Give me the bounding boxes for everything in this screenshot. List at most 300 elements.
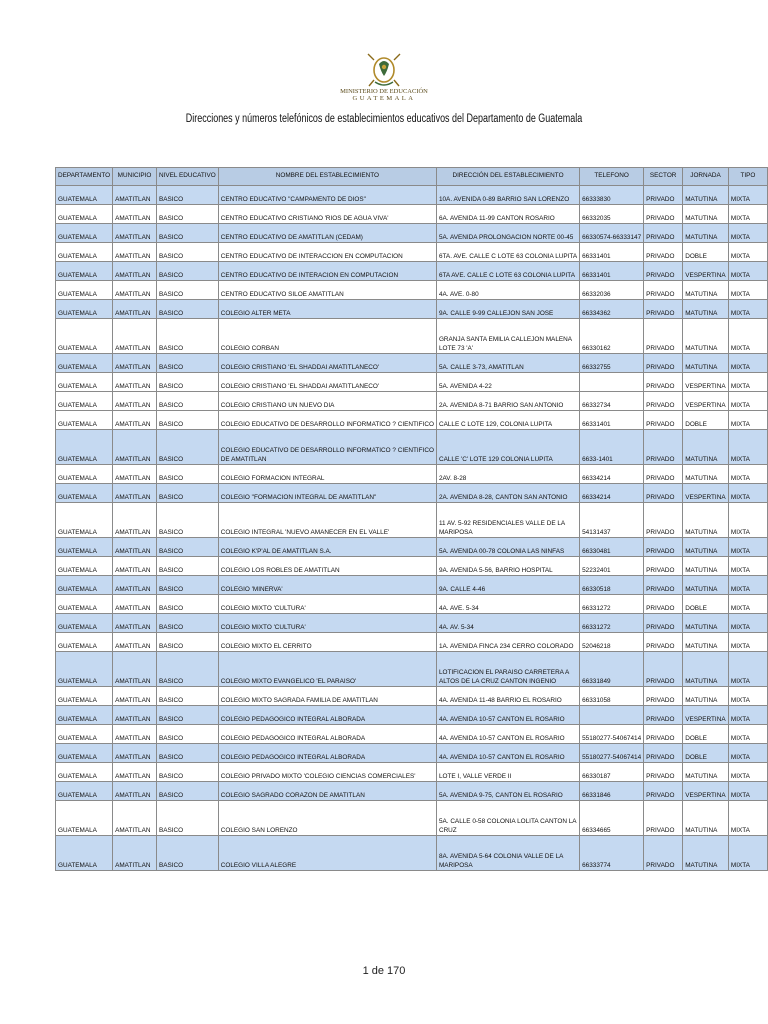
table-row — [56, 319, 768, 354]
table-cell: 5A. AVENIDA 4-22 — [436, 373, 579, 392]
table-cell: MIXTA — [728, 725, 767, 744]
table-row — [56, 354, 768, 373]
table-cell: MATUTINA — [683, 801, 729, 836]
table-cell: MIXTA — [728, 633, 767, 652]
table-cell: GUATEMALA — [56, 538, 113, 557]
table-cell: 66331272 — [580, 595, 644, 614]
table-cell: GUATEMALA — [56, 465, 113, 484]
table-cell: CENTRO EDUCATIVO "CAMPAMENTO DE DIOS" — [218, 186, 436, 205]
table-cell: PRIVADO — [644, 354, 683, 373]
table-cell: MIXTA — [728, 782, 767, 801]
table-cell: GUATEMALA — [56, 576, 113, 595]
table-cell: MATUTINA — [683, 319, 729, 354]
table-cell: PRIVADO — [644, 614, 683, 633]
table-cell: MIXTA — [728, 687, 767, 706]
table-cell: MIXTA — [728, 465, 767, 484]
table-cell: DOBLE — [683, 725, 729, 744]
table-cell: MIXTA — [728, 373, 767, 392]
table-cell: CALLE C LOTE 129, COLONIA LUPITA — [436, 411, 579, 430]
column-header: TELEFONO — [580, 168, 644, 186]
table-cell: MIXTA — [728, 243, 767, 262]
table-cell: BASICO — [156, 262, 218, 281]
table-cell: PRIVADO — [644, 392, 683, 411]
table-cell: GUATEMALA — [56, 763, 113, 782]
table-cell: COLEGIO MIXTO 'CULTURA' — [218, 614, 436, 633]
table-cell: COLEGIO 'MINERVA' — [218, 576, 436, 595]
table-cell: 66332035 — [580, 205, 644, 224]
table-cell: BASICO — [156, 801, 218, 836]
table-cell: MIXTA — [728, 484, 767, 503]
table-cell: GUATEMALA — [56, 557, 113, 576]
table-cell: BASICO — [156, 224, 218, 243]
table-cell: AMATITLAN — [113, 557, 157, 576]
table-cell: GUATEMALA — [56, 595, 113, 614]
table-cell: 66330518 — [580, 576, 644, 595]
table-row — [56, 373, 768, 392]
table-cell: BASICO — [156, 373, 218, 392]
table-cell: GUATEMALA — [56, 614, 113, 633]
table-cell: 6A. AVENIDA 11-99 CANTON ROSARIO — [436, 205, 579, 224]
table-cell: 9A. CALLE 4-46 — [436, 576, 579, 595]
table-cell: 1A. AVENIDA FINCA 234 CERRO COLORADO — [436, 633, 579, 652]
table-cell: COLEGIO SAGRADO CORAZON DE AMATITLAN — [218, 782, 436, 801]
table-cell: PRIVADO — [644, 281, 683, 300]
table-cell: BASICO — [156, 205, 218, 224]
table-cell: BASICO — [156, 576, 218, 595]
table-cell: COLEGIO LOS ROBLES DE AMATITLAN — [218, 557, 436, 576]
table-cell: 5A. CALLE 0-58 COLONIA LOLITA CANTON LA CRUZ — [436, 801, 579, 836]
table-cell: COLEGIO MIXTO 'CULTURA' — [218, 595, 436, 614]
table-cell: COLEGIO SAN LORENZO — [218, 801, 436, 836]
table-cell: MATUTINA — [683, 354, 729, 373]
table-cell: COLEGIO "FORMACION INTEGRAL DE AMATITLAN" — [218, 484, 436, 503]
table-cell: MIXTA — [728, 801, 767, 836]
table-cell: MIXTA — [728, 281, 767, 300]
table-row — [56, 744, 768, 763]
table-cell: 66332755 — [580, 354, 644, 373]
table-cell: 52046218 — [580, 633, 644, 652]
table-row — [56, 300, 768, 319]
table-row — [56, 782, 768, 801]
table-cell: COLEGIO MIXTO SAGRADA FAMILIA DE AMATITLAN — [218, 687, 436, 706]
column-header: DIRECCIÓN DEL ESTABLECIMIENTO — [436, 168, 579, 186]
table-cell: 6TA AVE. CALLE C LOTE 63 COLONIA LUPITA — [436, 262, 579, 281]
table-cell: 55180277-54067414 — [580, 725, 644, 744]
table-cell: BASICO — [156, 595, 218, 614]
table-row — [56, 652, 768, 687]
table-cell: LOTIFICACION EL PARAISO CARRETERA A ALTOS DE LA CRUZ CANTON INGENIO — [436, 652, 579, 687]
table-cell: AMATITLAN — [113, 373, 157, 392]
table-cell: MATUTINA — [683, 576, 729, 595]
table-cell: MATUTINA — [683, 687, 729, 706]
table-cell: AMATITLAN — [113, 354, 157, 373]
table-cell: AMATITLAN — [113, 411, 157, 430]
table-cell: AMATITLAN — [113, 652, 157, 687]
table-cell: GUATEMALA — [56, 725, 113, 744]
table-cell: VESPERTINA — [683, 392, 729, 411]
table-cell: VESPERTINA — [683, 484, 729, 503]
table-cell: BASICO — [156, 836, 218, 871]
table-row — [56, 725, 768, 744]
table-cell: GUATEMALA — [56, 300, 113, 319]
table-cell: MIXTA — [728, 205, 767, 224]
table-cell: BASICO — [156, 465, 218, 484]
table-cell: COLEGIO VILLA ALEGRE — [218, 836, 436, 871]
table-cell: MIXTA — [728, 186, 767, 205]
table-cell: GUATEMALA — [56, 744, 113, 763]
table-cell: MATUTINA — [683, 300, 729, 319]
table-cell: PRIVADO — [644, 744, 683, 763]
table-cell: MIXTA — [728, 763, 767, 782]
table-cell: BASICO — [156, 725, 218, 744]
table-cell: MATUTINA — [683, 538, 729, 557]
document-title: Direcciones y números telefónicos de establecimientos educativos del Departamento de Guatemala — [185, 113, 583, 125]
table-cell: 5A. AVENIDA PROLONGACION NORTE 00-45 — [436, 224, 579, 243]
table-cell: BASICO — [156, 430, 218, 465]
table-cell: 66331401 — [580, 411, 644, 430]
table-cell: COLEGIO K'P'AL DE AMATITLAN S.A. — [218, 538, 436, 557]
table-cell: GUATEMALA — [56, 801, 113, 836]
table-cell: AMATITLAN — [113, 243, 157, 262]
table-cell: GUATEMALA — [56, 224, 113, 243]
table-cell: 4A. AVE. 0-80 — [436, 281, 579, 300]
table-cell: PRIVADO — [644, 319, 683, 354]
column-header: NOMBRE DEL ESTABLECIMIENTO — [218, 168, 436, 186]
table-cell: BASICO — [156, 354, 218, 373]
table-cell: MIXTA — [728, 392, 767, 411]
table-row — [56, 411, 768, 430]
table-cell: 5A. AVENIDA 00-78 COLONIA LAS NINFAS — [436, 538, 579, 557]
table-cell: 6633-1401 — [580, 430, 644, 465]
table-cell: PRIVADO — [644, 633, 683, 652]
table-cell: AMATITLAN — [113, 687, 157, 706]
establishments-table — [55, 167, 768, 871]
table-cell: AMATITLAN — [113, 576, 157, 595]
table-row — [56, 538, 768, 557]
table-cell: MIXTA — [728, 744, 767, 763]
table-cell: VESPERTINA — [683, 373, 729, 392]
table-row — [56, 595, 768, 614]
table-row — [56, 224, 768, 243]
table-cell: COLEGIO CORBAN — [218, 319, 436, 354]
table-cell: BASICO — [156, 411, 218, 430]
table-cell: BASICO — [156, 557, 218, 576]
table-cell: PRIVADO — [644, 243, 683, 262]
table-cell: AMATITLAN — [113, 186, 157, 205]
table-cell: AMATITLAN — [113, 763, 157, 782]
table-cell: CENTRO EDUCATIVO DE INTERACCION EN COMPUTACION — [218, 243, 436, 262]
table-cell: AMATITLAN — [113, 801, 157, 836]
table-cell: 4A. AVENIDA 10-57 CANTON EL ROSARIO — [436, 744, 579, 763]
table-cell: PRIVADO — [644, 538, 683, 557]
table-row — [56, 706, 768, 725]
table-cell: AMATITLAN — [113, 430, 157, 465]
table-cell: COLEGIO CRISTIANO 'EL SHADDAI AMATITLANECO' — [218, 373, 436, 392]
table-cell: AMATITLAN — [113, 706, 157, 725]
table-cell: 66331058 — [580, 687, 644, 706]
table-cell: COLEGIO ALTER META — [218, 300, 436, 319]
table-cell: MATUTINA — [683, 633, 729, 652]
table-row — [56, 576, 768, 595]
table-cell: COLEGIO EDUCATIVO DE DESARROLLO INFORMATICO ? CIENTIFICO — [218, 411, 436, 430]
table-cell: PRIVADO — [644, 186, 683, 205]
table-cell: MATUTINA — [683, 763, 729, 782]
table-cell: 66330187 — [580, 763, 644, 782]
table-cell: AMATITLAN — [113, 614, 157, 633]
table-cell: BASICO — [156, 782, 218, 801]
table-cell: 5A. AVENIDA 9-75, CANTON EL ROSARIO — [436, 782, 579, 801]
table-cell: MATUTINA — [683, 503, 729, 538]
table-cell: 10A. AVENIDA 0-89 BARRIO SAN LORENZO — [436, 186, 579, 205]
table-row — [56, 392, 768, 411]
table-cell: 66331846 — [580, 782, 644, 801]
table-body — [56, 186, 768, 871]
table-cell: MIXTA — [728, 300, 767, 319]
table-cell: MIXTA — [728, 576, 767, 595]
table-cell: AMATITLAN — [113, 224, 157, 243]
table-cell: 66332036 — [580, 281, 644, 300]
table-cell: 5A. CALLE 3-73, AMATITLAN — [436, 354, 579, 373]
table-cell: MIXTA — [728, 503, 767, 538]
table-row — [56, 430, 768, 465]
table-cell — [580, 373, 644, 392]
table-cell: MATUTINA — [683, 224, 729, 243]
table-row — [56, 687, 768, 706]
table-header-row — [56, 168, 768, 186]
table-cell: MIXTA — [728, 224, 767, 243]
table-cell: BASICO — [156, 614, 218, 633]
column-header: TIPO — [728, 168, 767, 186]
table-cell: COLEGIO CRISTIANO UN NUEVO DIA — [218, 392, 436, 411]
table-cell: PRIVADO — [644, 205, 683, 224]
table-row — [56, 557, 768, 576]
table-cell: DOBLE — [683, 243, 729, 262]
table-cell: GUATEMALA — [56, 281, 113, 300]
table-cell: 8A. AVENIDA 5-64 COLONIA VALLE DE LA MARIPOSA — [436, 836, 579, 871]
table-cell: PRIVADO — [644, 706, 683, 725]
table-row — [56, 281, 768, 300]
table-cell: MIXTA — [728, 319, 767, 354]
table-cell: GUATEMALA — [56, 319, 113, 354]
table-cell — [580, 706, 644, 725]
table-cell: MATUTINA — [683, 614, 729, 633]
table-cell: MATUTINA — [683, 652, 729, 687]
table-cell: MIXTA — [728, 430, 767, 465]
column-header: JORNADA — [683, 168, 729, 186]
column-header: DEPARTAMENTO — [56, 168, 113, 186]
table-cell: 66334665 — [580, 801, 644, 836]
table-cell: AMATITLAN — [113, 633, 157, 652]
table-cell: PRIVADO — [644, 484, 683, 503]
table-cell: GRANJA SANTA EMILIA CALLEJON MALENA LOTE 73 'A' — [436, 319, 579, 354]
table-cell: 66334362 — [580, 300, 644, 319]
table-row — [56, 763, 768, 782]
table-cell: 52232401 — [580, 557, 644, 576]
column-header: MUNICIPIO — [113, 168, 157, 186]
table-cell: 66331401 — [580, 262, 644, 281]
table-row — [56, 262, 768, 281]
table-cell: PRIVADO — [644, 373, 683, 392]
table-cell: PRIVADO — [644, 595, 683, 614]
table-cell: PRIVADO — [644, 782, 683, 801]
table-cell: GUATEMALA — [56, 186, 113, 205]
table-cell: 4A. AVENIDA 10-57 CANTON EL ROSARIO — [436, 706, 579, 725]
table-cell: MATUTINA — [683, 465, 729, 484]
table-cell: BASICO — [156, 633, 218, 652]
column-header: NIVEL EDUCATIVO — [156, 168, 218, 186]
table-cell: DOBLE — [683, 744, 729, 763]
table-cell: 9A. CALLE 9-99 CALLEJON SAN JOSE — [436, 300, 579, 319]
table-row — [56, 205, 768, 224]
table-cell: AMATITLAN — [113, 503, 157, 538]
table-cell: 9A. AVENIDA 5-56, BARRIO HOSPITAL — [436, 557, 579, 576]
table-cell: GUATEMALA — [56, 503, 113, 538]
table-cell: AMATITLAN — [113, 725, 157, 744]
table-cell: MATUTINA — [683, 430, 729, 465]
table-cell: AMATITLAN — [113, 392, 157, 411]
table-cell: PRIVADO — [644, 465, 683, 484]
table-cell: GUATEMALA — [56, 484, 113, 503]
table-cell: PRIVADO — [644, 224, 683, 243]
table-cell: PRIVADO — [644, 262, 683, 281]
table-cell: COLEGIO PEDAGOGICO INTEGRAL ALBORADA — [218, 706, 436, 725]
table-row — [56, 484, 768, 503]
table-cell: 6TA. AVE. CALLE C LOTE 63 COLONIA LUPITA — [436, 243, 579, 262]
table-cell: COLEGIO PRIVADO MIXTO 'COLEGIO CIENCIAS COMERCIALES' — [218, 763, 436, 782]
table-cell: 66330162 — [580, 319, 644, 354]
table-cell: PRIVADO — [644, 430, 683, 465]
table-cell: 11 AV. 5-92 RESIDENCIALES VALLE DE LA MARIPOSA — [436, 503, 579, 538]
table-cell: 66331849 — [580, 652, 644, 687]
table-cell: MIXTA — [728, 652, 767, 687]
table-cell: GUATEMALA — [56, 205, 113, 224]
table-cell: AMATITLAN — [113, 205, 157, 224]
table-cell: CALLE 'C' LOTE 129 COLONIA LUPITA — [436, 430, 579, 465]
table-cell: GUATEMALA — [56, 430, 113, 465]
table-cell: DOBLE — [683, 595, 729, 614]
table-cell: BASICO — [156, 319, 218, 354]
table-cell: PRIVADO — [644, 411, 683, 430]
table-cell: MIXTA — [728, 595, 767, 614]
table-cell: AMATITLAN — [113, 484, 157, 503]
table-cell: LOTE I, VALLE VERDE II — [436, 763, 579, 782]
table-cell: AMATITLAN — [113, 262, 157, 281]
table-cell: GUATEMALA — [56, 262, 113, 281]
table-cell: AMATITLAN — [113, 300, 157, 319]
table-cell: MIXTA — [728, 538, 767, 557]
table-cell: CENTRO EDUCATIVO SILOE AMATITLAN — [218, 281, 436, 300]
table-cell: BASICO — [156, 687, 218, 706]
table-cell: MATUTINA — [683, 186, 729, 205]
table-cell: MIXTA — [728, 836, 767, 871]
table-cell: PRIVADO — [644, 557, 683, 576]
table-cell: GUATEMALA — [56, 782, 113, 801]
table-cell: 66334214 — [580, 465, 644, 484]
table-cell: MIXTA — [728, 354, 767, 373]
page-number: 1 de 170 — [362, 965, 406, 977]
table-cell: 2A. AVENIDA 8-71 BARRIO SAN ANTONIO — [436, 392, 579, 411]
table-cell: BASICO — [156, 744, 218, 763]
table-cell: AMATITLAN — [113, 319, 157, 354]
table-cell: BASICO — [156, 300, 218, 319]
table-cell: 66333774 — [580, 836, 644, 871]
table-cell: 4A. AV. 5-34 — [436, 614, 579, 633]
table-cell: 2AV. 8-28 — [436, 465, 579, 484]
table-cell: 66330481 — [580, 538, 644, 557]
table-cell: CENTRO EDUCATIVO CRISTIANO 'RIOS DE AGUA VIVA' — [218, 205, 436, 224]
table-cell: MIXTA — [728, 614, 767, 633]
table-cell: 66331401 — [580, 243, 644, 262]
table-cell: COLEGIO EDUCATIVO DE DESARROLLO INFORMATICO ? CIENTIFICO DE AMATITLAN — [218, 430, 436, 465]
table-cell: COLEGIO INTEGRAL 'NUEVO AMANECER EN EL VALLE' — [218, 503, 436, 538]
table-cell: PRIVADO — [644, 503, 683, 538]
table-cell: 66331272 — [580, 614, 644, 633]
table-cell: 66332734 — [580, 392, 644, 411]
table-cell: BASICO — [156, 186, 218, 205]
table-cell: 66334214 — [580, 484, 644, 503]
table-row — [56, 836, 768, 871]
table-cell: GUATEMALA — [56, 392, 113, 411]
table-cell: MIXTA — [728, 706, 767, 725]
table-cell: MIXTA — [728, 262, 767, 281]
table-cell: 2A. AVENIDA 8-28, CANTON SAN ANTONIO — [436, 484, 579, 503]
table-cell: PRIVADO — [644, 801, 683, 836]
table-cell: AMATITLAN — [113, 465, 157, 484]
ministry-subtitle: GUATEMALA — [352, 95, 416, 102]
table-cell: CENTRO EDUCATIVO DE AMATITLAN (CEDAM) — [218, 224, 436, 243]
table-cell: 4A. AVENIDA 10-57 CANTON EL ROSARIO — [436, 725, 579, 744]
table-cell: GUATEMALA — [56, 373, 113, 392]
table-cell: AMATITLAN — [113, 836, 157, 871]
table-cell: MATUTINA — [683, 557, 729, 576]
table-cell: GUATEMALA — [56, 243, 113, 262]
table-cell: BASICO — [156, 484, 218, 503]
table-row — [56, 465, 768, 484]
table-cell: VESPERTINA — [683, 262, 729, 281]
table-row — [56, 614, 768, 633]
table-cell: BASICO — [156, 392, 218, 411]
table-cell: COLEGIO MIXTO EL CERRITO — [218, 633, 436, 652]
table-cell: GUATEMALA — [56, 706, 113, 725]
table-cell: GUATEMALA — [56, 354, 113, 373]
table-cell: MATUTINA — [683, 281, 729, 300]
table-cell: MIXTA — [728, 411, 767, 430]
table-cell: CENTRO EDUCATIVO DE INTERACION EN COMPUTACION — [218, 262, 436, 281]
table-cell: 54131437 — [580, 503, 644, 538]
table-cell: AMATITLAN — [113, 782, 157, 801]
table-cell: COLEGIO MIXTO EVANGELICO 'EL PARAISO' — [218, 652, 436, 687]
ministry-name: MINISTERIO DE EDUCACIÓN — [340, 88, 428, 95]
table-cell: MATUTINA — [683, 836, 729, 871]
table-cell: GUATEMALA — [56, 411, 113, 430]
table-row — [56, 801, 768, 836]
table-row — [56, 503, 768, 538]
table-cell: COLEGIO PEDAGOGICO INTEGRAL ALBORADA — [218, 725, 436, 744]
table-cell: PRIVADO — [644, 652, 683, 687]
establishments-table-container — [55, 167, 768, 871]
table-cell: DOBLE — [683, 411, 729, 430]
table-cell: PRIVADO — [644, 836, 683, 871]
table-cell: PRIVADO — [644, 576, 683, 595]
table-cell: COLEGIO PEDAGOGICO INTEGRAL ALBORADA — [218, 744, 436, 763]
table-cell: GUATEMALA — [56, 652, 113, 687]
table-cell: 4A. AVENIDA 11-48 BARRIO EL ROSARIO — [436, 687, 579, 706]
table-cell: VESPERTINA — [683, 782, 729, 801]
table-cell: BASICO — [156, 706, 218, 725]
table-cell: 66333830 — [580, 186, 644, 205]
table-cell: BASICO — [156, 538, 218, 557]
table-cell: PRIVADO — [644, 725, 683, 744]
